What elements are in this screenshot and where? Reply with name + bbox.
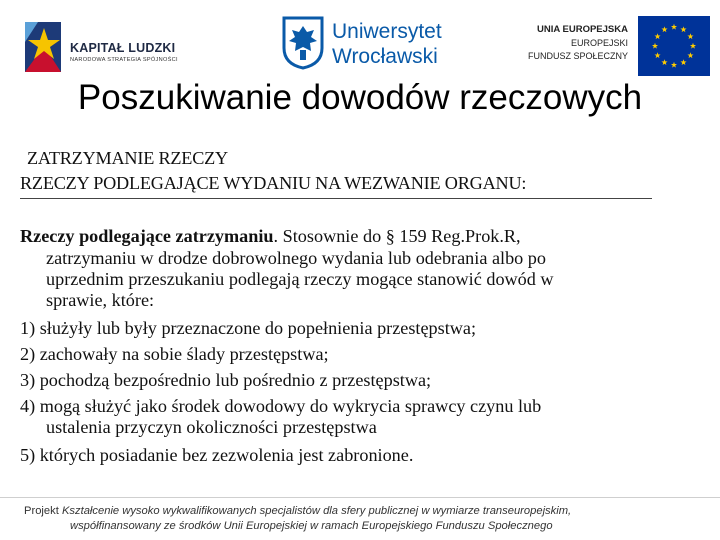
eu-logo-line3: FUNDUSZ SPOŁECZNY bbox=[527, 51, 628, 61]
subheading-underline bbox=[20, 198, 652, 199]
footer-line-1 bbox=[24, 505, 571, 517]
intro-line-2: zatrzymaniu w drodze dobrowolnego wydania lub odebrania albo po bbox=[46, 248, 546, 268]
eu-logo-line1: UNIA EUROPEJSKA bbox=[537, 24, 628, 35]
intro-bold-term: Rzeczy podlegające zatrzymaniu bbox=[20, 226, 274, 246]
intro-line-1-rest: . Stosownie do § 159 Reg.Prok.R, bbox=[273, 226, 521, 246]
kapital-ludzki-title: KAPITAŁ LUDZKI bbox=[70, 41, 176, 55]
footer-divider bbox=[0, 497, 720, 498]
university-name-line1: Uniwersytet bbox=[332, 20, 442, 43]
eu-flag-icon bbox=[638, 16, 710, 76]
university-name-line2: Wrocławski bbox=[332, 45, 438, 68]
intro-line-4: sprawie, które: bbox=[46, 290, 155, 310]
list-item-4-line2: ustalenia przyczyn okoliczności przestępstwa bbox=[46, 417, 377, 437]
intro-line-1 bbox=[20, 226, 521, 246]
unia-europejska-logo bbox=[527, 16, 710, 78]
footer-line-2: współfinansowany ze środków Unii Europejskiej w ramach Europejskiego Funduszu Społecznego bbox=[70, 520, 553, 532]
uniwersytet-wroclawski-logo bbox=[280, 14, 450, 74]
list-item-1: 1) służyły lub były przeznaczone do popełnienia przestępstwa; bbox=[20, 318, 477, 338]
kapital-ludzki-subtitle: NARODOWA STRATEGIA SPÓJNOŚCI bbox=[70, 57, 178, 63]
eu-logo-line2: EUROPEJSKI bbox=[570, 38, 628, 48]
list-item-4-line1: 4) mogą służyć jako środek dowodowy do wykrycia sprawcy czynu lub bbox=[20, 396, 542, 416]
footer-project-name: Kształcenie wysoko wykwalifikowanych specjalistów dla sfery publicznej w wymiarze transeuropejskim, bbox=[61, 505, 572, 517]
list-item-5: 5) których posiadanie bez zezwolenia jest zabronione. bbox=[20, 445, 414, 465]
section-subheading: RZECZY PODLEGAJĄCE WYDANIU NA WEZWANIE ORGANU: bbox=[20, 173, 527, 193]
list-item-3: 3) pochodzą bezpośrednio lub pośrednio z przestępstwa; bbox=[20, 370, 432, 390]
footer-project-label: Projekt bbox=[24, 505, 62, 517]
slide-title: Poszukiwanie dowodów rzeczowych bbox=[77, 78, 643, 117]
kapital-ludzki-star-icon bbox=[22, 20, 64, 74]
intro-line-3: uprzednim przeszukaniu podlegają rzeczy mogące stanowić dowód w bbox=[46, 269, 554, 289]
section-heading: ZATRZYMANIE RZECZY bbox=[27, 148, 228, 168]
university-eagle-seal-icon bbox=[280, 14, 326, 70]
kapital-ludzki-logo bbox=[22, 20, 222, 78]
list-item-2: 2) zachowały na sobie ślady przestępstwa; bbox=[20, 344, 329, 364]
